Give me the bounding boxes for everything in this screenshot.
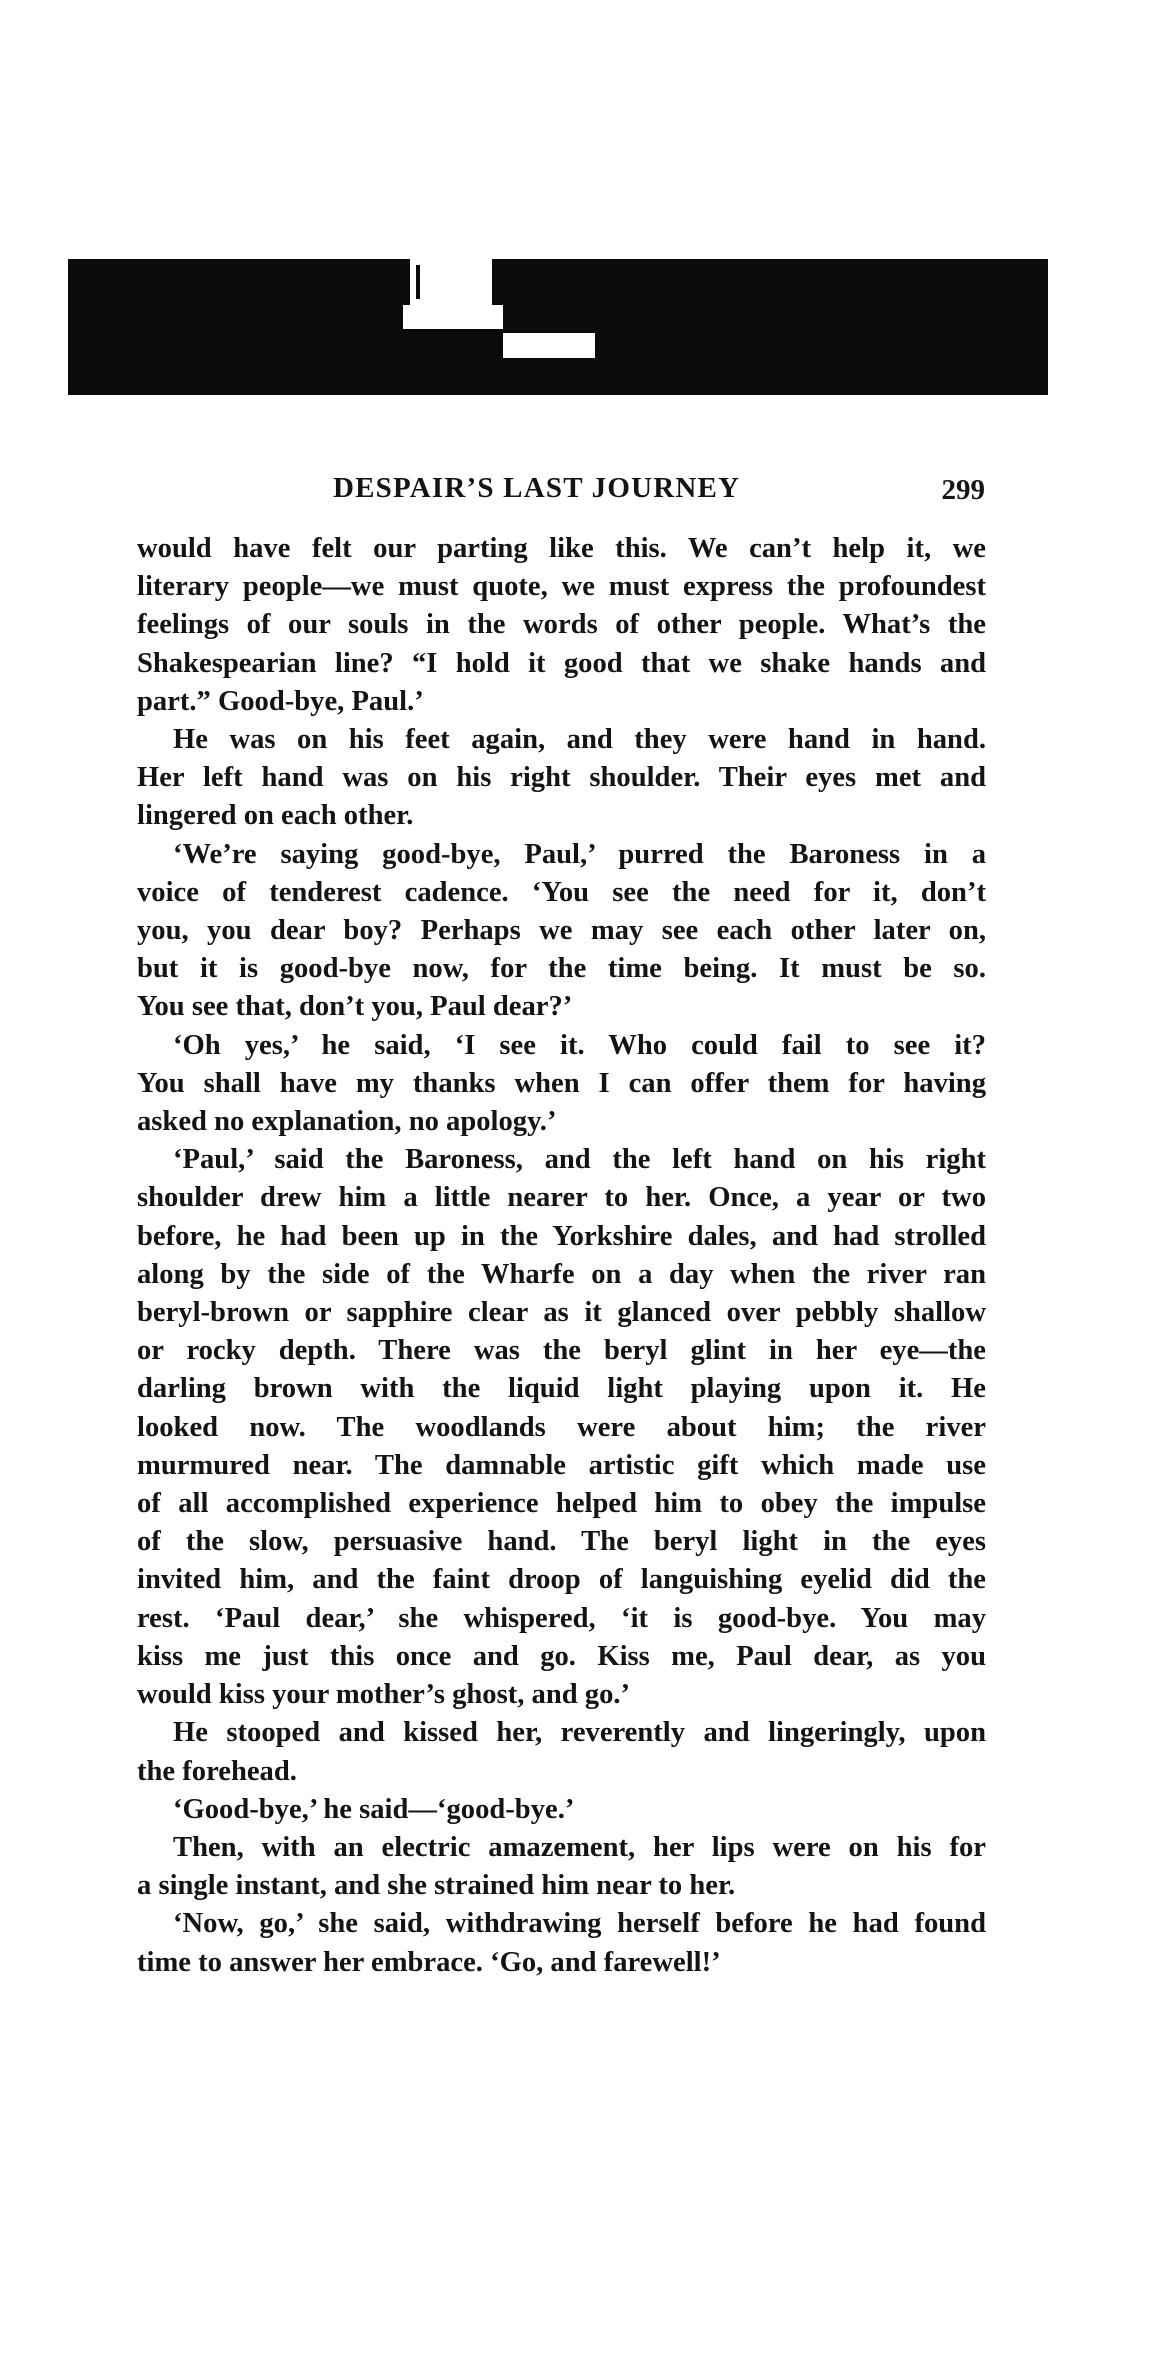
text-line: Her left hand was on his right shoulder. Their eyes met and [137,762,986,794]
text-line: shoulder drew him a little nearer to her. Once, a year or two [137,1182,986,1214]
text-line: lingered on each other. [137,800,414,832]
text-line: beryl-brown or sapphire clear as it glanced over pebbly shallow [137,1297,986,1329]
text-line: You shall have my thanks when I can offer them for having [137,1067,986,1099]
scan-artifact [503,333,595,358]
text-line: darling brown with the liquid light playing upon it. He [137,1373,986,1405]
text-line: You see that, don’t you, Paul dear?’ [137,991,573,1023]
text-line: would kiss your mother’s ghost, and go.’ [137,1679,631,1711]
text-line: but it is good-bye now, for the time being. It must be so. [137,953,986,985]
text-line: ‘We’re saying good-bye, Paul,’ purred the Baroness in a [173,838,986,870]
text-line: He was on his feet again, and they were hand in hand. [173,724,986,756]
text-line: time to answer her embrace. ‘Go, and farewell!’ [137,1946,721,1978]
text-line: rest. ‘Paul dear,’ she whispered, ‘it is good-bye. You may [137,1602,986,1634]
text-line: looked now. The woodlands were about him; the river [137,1411,986,1443]
text-line: kiss me just this once and go. Kiss me, Paul dear, as you [137,1640,986,1672]
text-line: ‘Good-bye,’ he said—‘good-bye.’ [173,1793,575,1825]
scan-artifact [403,305,503,329]
text-line: murmured near. The damnable artistic gift which made use [137,1449,986,1481]
scanned-black-bar [68,259,1048,395]
text-line: He stooped and kissed her, reverently and lingeringly, upon [173,1717,986,1749]
page-number: 299 [941,474,985,506]
text-line: before, he had been up in the Yorkshire dales, and had strolled [137,1220,986,1252]
text-line: of the slow, persuasive hand. The beryl light in the eyes [137,1526,986,1558]
text-line: ‘Oh yes,’ he said, ‘I see it. Who could fail to see it? [173,1029,986,1061]
scan-artifact [416,265,420,299]
text-line: Then, with an electric amazement, her lips were on his for [173,1831,986,1863]
text-line: or rocky depth. There was the beryl glint in her eye—the [137,1335,986,1367]
running-head [135,472,985,512]
text-line: ‘Paul,’ said the Baroness, and the left hand on his right [173,1144,986,1176]
text-line: part.” Good-bye, Paul.’ [137,685,424,717]
text-line: asked no explanation, no apology.’ [137,1106,557,1138]
text-line: a single instant, and she strained him near to her. [137,1870,736,1902]
text-line: feelings of our souls in the words of other people. What’s the [137,609,986,641]
text-line: Shakespearian line? “I hold it good that we shake hands and [137,647,986,679]
text-line: along by the side of the Wharfe on a day when the river ran [137,1258,986,1290]
text-line: the forehead. [137,1755,297,1787]
text-line: of all accomplished experience helped him to obey the impulse [137,1488,986,1520]
text-line: ‘Now, go,’ she said, withdrawing herself before he had found [173,1908,986,1940]
text-line: would have felt our parting like this. We can’t help it, we [137,533,986,564]
text-line: literary people—we must quote, we must express the profoundest [137,571,986,603]
body-text [137,530,986,1982]
text-line: invited him, and the faint droop of languishing eyelid did the [137,1564,986,1596]
scan-artifact [410,259,492,311]
text-line: voice of tenderest cadence. ‘You see the need for it, don’t [137,876,986,908]
text-line: you, you dear boy? Perhaps we may see each other later on, [137,915,986,947]
running-title: DESPAIR’S LAST JOURNEY [333,472,741,504]
